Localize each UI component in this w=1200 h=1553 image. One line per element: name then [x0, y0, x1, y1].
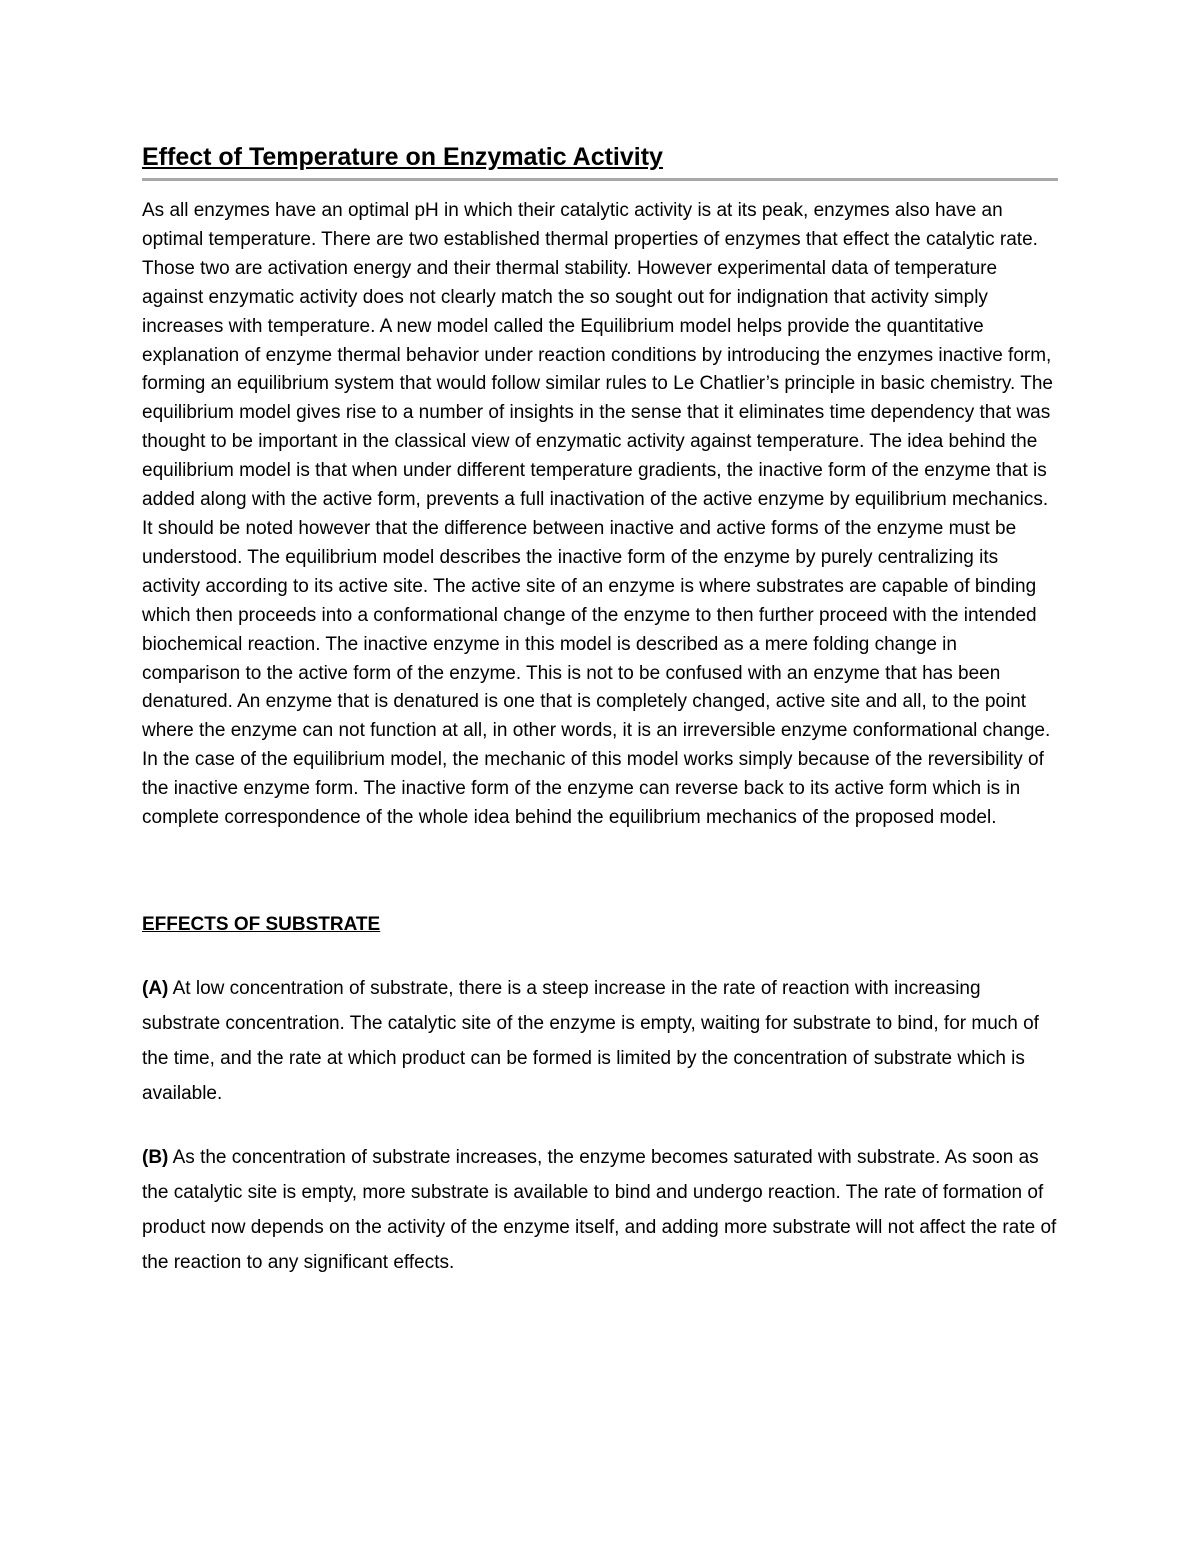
section-heading: EFFECTS OF SUBSTRATE [142, 913, 381, 935]
paragraph-b-tag: (B) [142, 1146, 169, 1168]
paragraph-a [142, 971, 1060, 1111]
title-divider [142, 178, 1058, 181]
intro-paragraph: As all enzymes have an optimal pH in which their catalytic activity is at its peak, enzymes also have an optimal temperature. There are two established thermal properties of enzymes that effect the catalytic rate. Those two are activation energy and their thermal stability. However experimental data of temperature against enzymatic activity does not clearly match the so sought out for indignation that activity simply increases with temperature. A new model called the Equilibrium model helps provide the quantitative explanation of enzyme thermal behavior under reaction conditions by introducing the enzymes inactive form, forming an equilibrium system that would follow similar rules to Le Chatlier’s principle in basic chemistry. The equilibrium model gives rise to a number of insights in the sense that it eliminates time dependency that was thought to be important in the classical view of enzymatic activity against temperature. The idea behind the equilibrium model is that when under different temperature gradients, the inactive form of the enzyme that is added along with the active form, prevents a full inactivation of the active enzyme by equilibrium mechanics. It should be noted however that the difference between inactive and active forms of the enzyme must be understood. The equilibrium model describes the inactive form of the enzyme by purely centralizing its activity according to its active site. The active site of an enzyme is where substrates are capable of binding which then proceeds into a conformational change of the enzyme to then further proceed with the intended biochemical reaction. The inactive enzyme in this model is described as a mere folding change in comparison to the active form of the enzyme. This is not to be confused with an enzyme that has been denatured. An enzyme that is denatured is one that is completely changed, active site and all, to the point where the enzyme can not function at all, in other words, it is an irreversible enzyme conformational change. In the case of the equilibrium model, the mechanic of this model works simply because of the reversibility of the inactive enzyme form. The inactive form of the enzyme can reverse back to its active form which is in complete correspondence of the whole idea behind the equilibrium mechanics of the proposed model. [142, 200, 1053, 829]
document-content [142, 140, 1060, 1309]
paragraph-a-text: At low concentration of substrate, there is a steep increase in the rate of reaction with increasing substrate concentration. The catalytic site of the enzyme is empty, waiting for substrate to bind, for much of the time, and the rate at which product can be formed is limited by the concentration of substrate which is available. [142, 977, 1039, 1104]
paragraph-b-text: As the concentration of substrate increases, the enzyme becomes saturated with substrate. As soon as the catalytic site is empty, more substrate is available to bind and undergo reaction. The rate of formation of product now depends on the activity of the enzyme itself, and adding more substrate will not affect the rate of the reaction to any significant effects. [142, 1146, 1057, 1273]
paragraph-b [142, 1140, 1060, 1280]
document-title: Effect of Temperature on Enzymatic Activity [142, 143, 663, 171]
paragraph-a-tag: (A) [142, 977, 169, 999]
